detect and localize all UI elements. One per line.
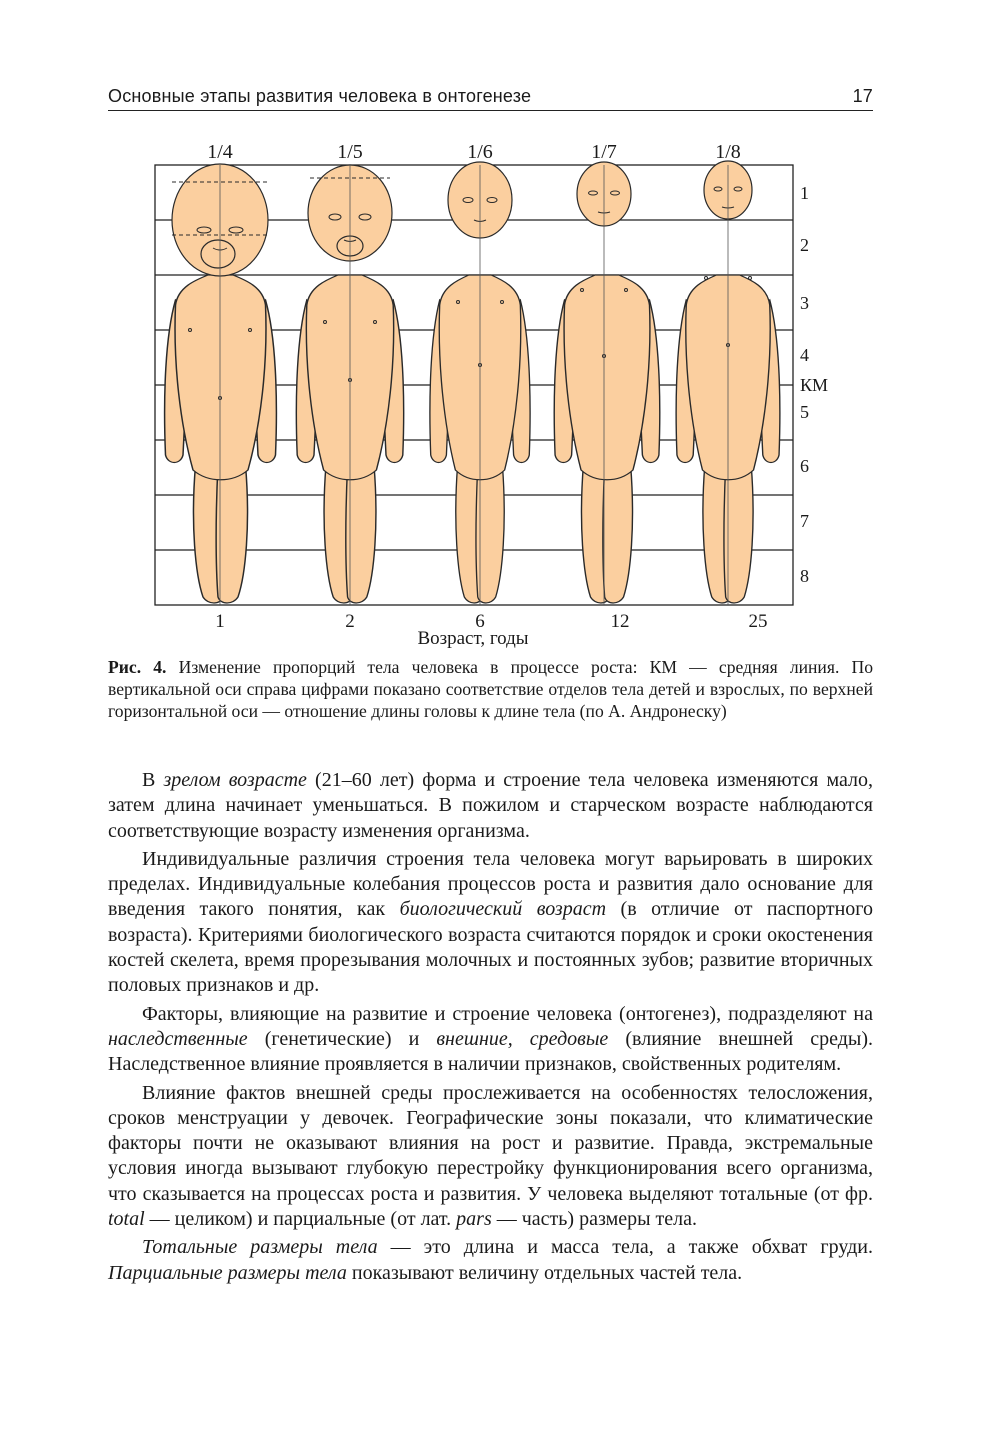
italic-term: total [108,1208,145,1231]
ratio-label: 1/6 [467,141,493,163]
segment-number: 8 [800,566,809,586]
text-span: — часть) размеры тела. [491,1208,698,1231]
body-text [108,768,873,1289]
caption-label: Рис. 4. [108,657,167,677]
text-span: Влияние фактов внешней среды прослеживается на особенностях телосложения, сроков менструации у девочек. Географические зоны показали, что климатические факторы почти не оказывают влияния на рост и развитие. Правда, экстремальные условия иногда вызывают глубокую перестройку функционирования всего организма, что сказывается на процессах роста и развития. У человека выделяют тотальные (от фр. [108,1081,873,1205]
segment-number: 7 [800,511,809,531]
italic-term: Тотальные размеры тела [142,1236,378,1259]
segment-number: 6 [800,456,809,476]
body-proportions-figure [0,0,1000,660]
italic-term: наследственные [108,1027,248,1050]
segment-number: 4 [800,345,809,365]
italic-term: внешние, средовые [436,1027,609,1050]
ratio-label: 1/7 [591,141,617,163]
ratio-label: 1/4 [207,141,233,163]
age-label: 12 [610,611,630,632]
paragraph [108,847,873,999]
text-span: (в отличие от паспортного возраста). Критериями биологического возраста считаются порядок и сроки окостенения костей скелета, время прорезывания молочных и постоянных зубов; развитие вторичных половых признаков и др. [108,898,873,997]
segment-number: 5 [800,402,809,422]
paragraph [108,1235,873,1286]
paragraph [108,1002,873,1078]
italic-term: биологический возраст [399,898,607,921]
age-label: 2 [345,611,355,632]
text-span: (генетические) и [247,1027,437,1050]
segment-number: 2 [800,235,809,255]
age-label: 1 [215,611,225,632]
italic-term: Парциальные размеры тела [108,1261,347,1284]
text-span: Факторы, влияющие на развитие и строение человека (онтогенез), подразделяют на [142,1002,873,1025]
text-span: — целиком) и парциальные (от лат. [144,1208,457,1231]
paragraph [108,1081,873,1233]
page-number: 17 [852,86,873,106]
ratio-label: 1/5 [337,141,363,163]
ratio-label: 1/8 [715,141,741,163]
text-span: (влияние внешней среды). Наследственное влияние проявляется в наличии признаков, свойственных родителям. [108,1027,873,1076]
text-span: — это длина и масса тела, а также обхват груди. [377,1236,873,1259]
text-span: В [142,769,164,791]
figure-caption [108,656,873,722]
chapter-title: Основные этапы развития человека в онтогенезе [108,86,532,106]
text-span: показывают величину отдельных частей тела. [346,1261,743,1284]
axis-label: Возраст, годы [417,628,529,649]
caption-text: Изменение пропорций тела человека в процессе роста: КМ — средняя линия. По вертикальной оси справа цифрами показано соответствие отделов тела детей и взрослых, по верхней горизонтальной оси — отношение длины головы к длине тела (по А. Андронеску) [108,657,873,721]
age-label: 6 [475,611,485,632]
segment-number: 3 [800,293,809,313]
midline-label: КМ [800,375,829,395]
paragraph [108,768,873,844]
italic-term: pars [456,1208,492,1231]
text-span: (21–60 лет) форма и строение тела человека изменяются мало, затем длина начинает уменьшаться. В пожилом и старческом возрасте наблюдаются соответствующие возрасту изменения организма. [108,769,873,842]
text-span: Индивидуальные различия строения тела человека могут варьировать в широких пределах. Индивидуальные колебания процессов роста и развития дало основание для введения такого понятия, как [108,847,873,921]
age-label: 25 [748,611,768,632]
italic-term: зрелом возрасте [163,769,307,791]
segment-number: 1 [800,183,809,203]
